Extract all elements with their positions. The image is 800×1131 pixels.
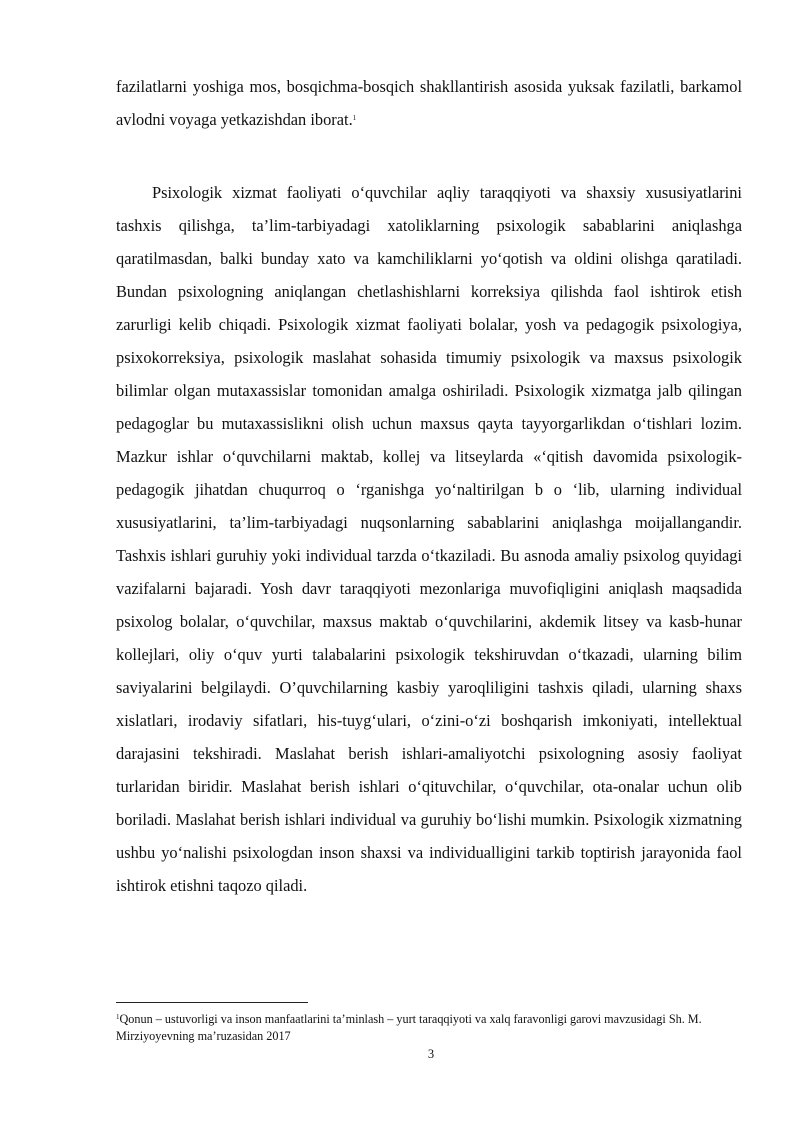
paragraph-body: Psixologik xizmat faoliyati o‘quvchilar aqliy taraqqiyoti va shaxsiy xususiyatlarini tashxis qilishga, ta’lim-tarbiyadagi xatoliklarning psixologik sabablarini aniqlashga qaratilmasdan, balki bunday xato va kamchiliklarni yo‘qotish va oldini olishga qaratiladi. Bundan psixologning aniqlangan chetlashishlarni korreksiya qilishda faol ishtirok etish zarurligi kelib chiqadi. Psixologik xizmat faoliyati bolalar, yosh va pedagogik psixologiya, psixokorreksiya, psixologik maslahat sohasida timumiy psixologik va maxsus psixologik bilimlar olgan mutaxassislar tomonidan amalga oshiriladi. Psixologik xizmatga jalb qilingan pedagoglar bu mutaxassislikni olish uchun maxsus qayta tayyorgarlikdan o‘tishlari lozim. Mazkur ishlar o‘quvchilarni maktab, kollej va litseylarda «‘qitish davomida psixologik-pedagogik jihatdan chuqurroq o ‘rganishga yo‘naltirilgan b o ‘lib, ularning individual xususiyatlarini, ta’lim-tarbiyadagi nuqsonlarning sabablarini aniqlashga moijallangandir. Tashxis ishlari guruhiy yoki individual tarzda o‘tkaziladi. Bu asnoda amaliy psixolog quyidagi vazifalarni bajaradi. Yosh davr taraqqiyoti mezonlariga muvofiqligini aniqlash maqsadida psixolog bolalar, o‘quvchilar, maxsus maktab o‘quvchilarini, akdemik litsey va kasb-hunar kollejlari, oliy o‘quv yurti talabalarini psixologik tekshiruvdan o‘tkazadi, ularning bilim saviyalarini belgilaydi. O’quvchilarning kasbiy yaroqliligini tashxis qiladi, ularning shaxs xislatlari, irodaviy sifatlari, his-tuyg‘ulari, o‘zini-o‘zi boshqarish imkoniyati, intellektual darajasini tekshiradi. Maslahat berish ishlari-amaliyotchi psixologning asosiy faoliyat turlaridan biridir. Maslahat berish ishlari o‘qituvchilar, o‘quvchilar, ota-onalar uchun olib boriladi. Maslahat berish ishlari individual va guruhiy bo‘lishi mumkin. Psixologik xizmatning ushbu yo‘nalishi psixologdan inson shaxsi va individualligini tarkib toptirish jarayonida faol ishtirok etishni taqozo qiladi. [116,183,742,895]
footnote [116,1011,742,1045]
footnote-reference[interactable]: 1 [352,114,357,122]
footnote-text: Qonun – ustuvorligi va inson manfaatlarini ta’minlash – yurt taraqqiyoti va xalq faravonligi garovi mavzusidagi Sh. M. Mirziyoyevning ma’ruzasidan 2017 [116,1012,702,1043]
footnote-separator [116,1002,308,1003]
paragraph-1-text: fazilatlarni yoshiga mos, bosqichma-bosqich shakllantirish asosida yuksak fazilatli, barkamol avlodni voyaga yetkazishdan iborat. [116,77,742,129]
paragraph-continuation [116,70,742,136]
footnote-marker: 1 [116,1013,120,1021]
page-number: 3 [427,1047,435,1061]
